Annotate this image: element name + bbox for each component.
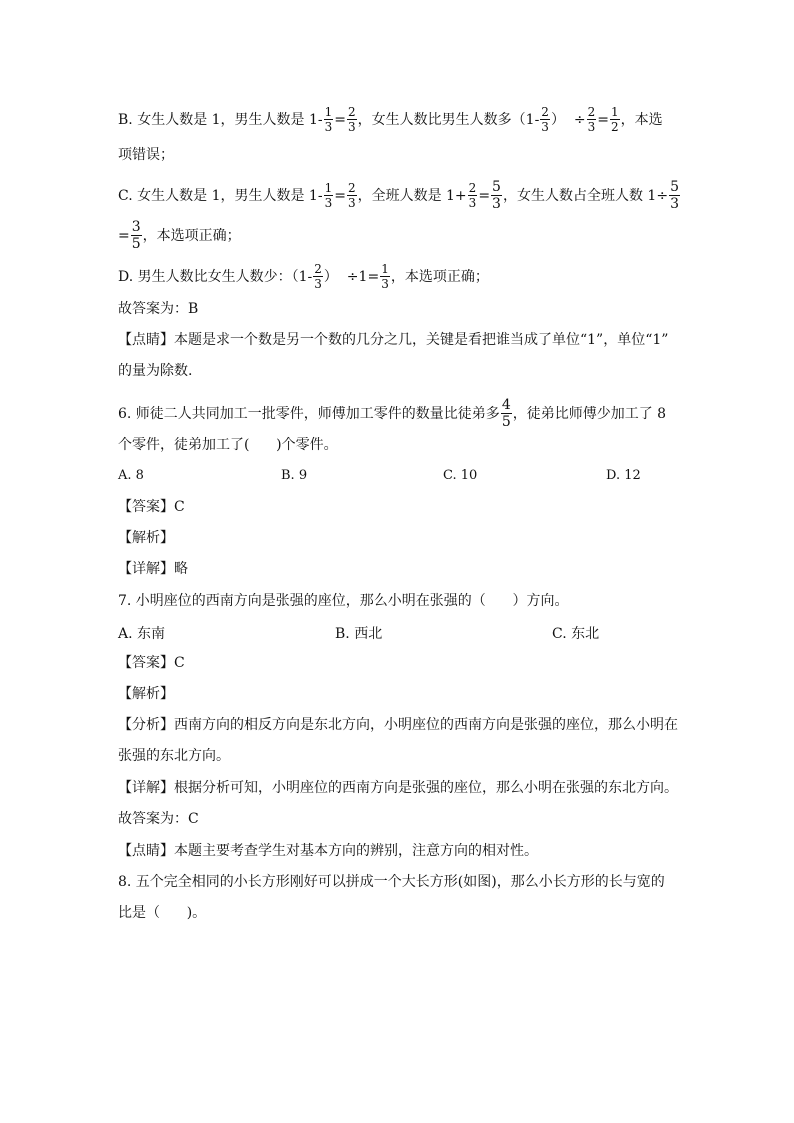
text: 7. 小明座位的西南方向是张强的座位，那么小明在张强的（ ）方向。 [118, 593, 569, 609]
text: B. 女生人数是 1，男生人数是 1- [118, 111, 323, 128]
fraction [313, 263, 323, 290]
q6-stem-line2 [118, 435, 684, 455]
q8-stem-line1 [118, 872, 684, 892]
text: ，本选项正确； [142, 227, 241, 244]
q7-dianjing [118, 841, 684, 861]
q8-stem-line2 [118, 903, 684, 923]
text: C. 女生人数是 1，男生人数是 1- [118, 187, 323, 204]
text: 的量为除数. [118, 363, 193, 379]
denominator: 3 [587, 120, 596, 134]
text: ，本选项正确； [390, 268, 489, 285]
text: ） ÷1= [323, 268, 380, 285]
text: 【分析】西南方向的相反方向是东北方向，小明座位的西南方向是张强的座位，那么小明在 [118, 717, 678, 733]
text: = [597, 111, 609, 128]
text: = [478, 187, 491, 204]
q5-answer [118, 299, 684, 319]
denominator: 5 [131, 236, 141, 252]
numerator: 1 [610, 105, 619, 119]
text: D. 男生人数比女生人数少：（1- [118, 268, 313, 285]
fraction [324, 182, 334, 209]
numerator: 3 [131, 219, 141, 235]
q7-option-a: A. 东南 [118, 626, 166, 642]
fraction [610, 106, 620, 133]
fraction [380, 263, 390, 290]
denominator: 3 [670, 196, 679, 212]
denominator: 5 [501, 414, 511, 430]
text: 【解析】 [118, 686, 174, 702]
text: ，全班人数是 1+ [357, 187, 467, 204]
q6-option-d: D. 12 [606, 468, 641, 483]
text: 个零件，徒弟加工了( )个零件。 [118, 437, 338, 453]
text: ，女生人数比男生人数多（1- [357, 111, 540, 128]
numerator: 2 [541, 105, 549, 119]
denominator: 3 [347, 196, 356, 210]
fraction [468, 182, 478, 209]
text: 故答案为：B [118, 301, 199, 317]
text: = [334, 111, 347, 128]
denominator: 3 [541, 120, 549, 134]
q7-jiexi [118, 684, 684, 704]
option-d-explanation [118, 263, 684, 290]
numerator: 4 [501, 397, 511, 413]
q7-option-b: B. 西北 [335, 626, 383, 642]
numerator: 2 [587, 105, 596, 119]
denominator: 2 [610, 120, 619, 134]
q6-stem-line1 [118, 398, 684, 429]
text: 【解析】 [118, 530, 174, 546]
denominator: 3 [324, 120, 333, 134]
text: 6. 师徒二人共同加工一批零件，师傅加工零件的数量比徒弟多 [118, 405, 500, 422]
option-c-explanation-line2 [118, 220, 684, 251]
text: 比是（ )。 [118, 905, 207, 921]
denominator: 3 [381, 277, 389, 291]
q6-option-c: C. 10 [443, 468, 478, 483]
text: ，徒弟比师傅少加工了 8 [512, 405, 667, 422]
fraction [324, 106, 334, 133]
denominator: 3 [324, 196, 333, 210]
text: ，本选 [620, 111, 663, 128]
option-b-explanation-line1 [118, 106, 684, 133]
text: 项错误； [118, 147, 174, 163]
numerator: 2 [348, 105, 356, 119]
q7-answer [118, 653, 684, 673]
q6-jiexi [118, 528, 684, 548]
text: 【详解】根据分析可知，小明座位的西南方向是张强的座位，那么小明在张强的东北方向。 [118, 780, 678, 796]
denominator: 3 [492, 196, 501, 212]
text: ，女生人数占全班人数 1÷ [502, 187, 669, 204]
text: 故答案为：C [118, 811, 199, 827]
q7-xiangjie [118, 778, 684, 798]
text: 【详解】略 [118, 561, 188, 577]
numerator: 2 [314, 262, 322, 276]
fraction [347, 106, 357, 133]
numerator: 1 [324, 105, 333, 119]
fraction [131, 220, 142, 251]
fraction [491, 180, 502, 211]
denominator: 3 [314, 277, 322, 291]
text: 8. 五个完全相同的小长方形刚好可以拼成一个大长方形(如图)，那么小长方形的长与宽的 [118, 874, 665, 890]
numerator: 1 [381, 262, 389, 276]
q7-option-c: C. 东北 [552, 626, 600, 642]
text: 张强的东北方向。 [118, 748, 230, 764]
text: 【答案】C [118, 655, 185, 671]
text: = [118, 227, 130, 244]
fraction [669, 180, 680, 211]
q6-xiangjie [118, 559, 684, 579]
numerator: 5 [670, 179, 679, 195]
q5-dianjing-line2 [118, 361, 684, 381]
text: 【点睛】本题主要考查学生对基本方向的辨别，注意方向的相对性。 [118, 843, 538, 859]
option-b-explanation-line2 [118, 145, 684, 165]
q6-option-a: A. 8 [118, 468, 144, 483]
q7-fenxi-line2 [118, 746, 684, 766]
q7-fenxi-line1 [118, 715, 684, 735]
q6-answer [118, 497, 684, 517]
q7-final-answer [118, 809, 684, 829]
option-c-explanation-line1 [118, 180, 684, 211]
numerator: 2 [468, 181, 477, 195]
q5-dianjing-line1 [118, 330, 684, 350]
numerator: 2 [347, 181, 356, 195]
q7-stem [118, 591, 684, 611]
text: 【答案】C [118, 499, 185, 515]
text: 【点睛】本题是求一个数是另一个数的几分之几，关键是看把谁当成了单位“1”，单位“1” [118, 332, 669, 348]
numerator: 5 [492, 179, 501, 195]
denominator: 3 [468, 196, 477, 210]
fraction [540, 106, 550, 133]
denominator: 3 [348, 120, 356, 134]
numerator: 1 [324, 181, 333, 195]
text: = [334, 187, 346, 204]
q6-option-b: B. 9 [281, 468, 308, 483]
fraction [501, 398, 512, 429]
text: ） ÷ [550, 111, 586, 128]
fraction [347, 182, 357, 209]
fraction [587, 106, 597, 133]
